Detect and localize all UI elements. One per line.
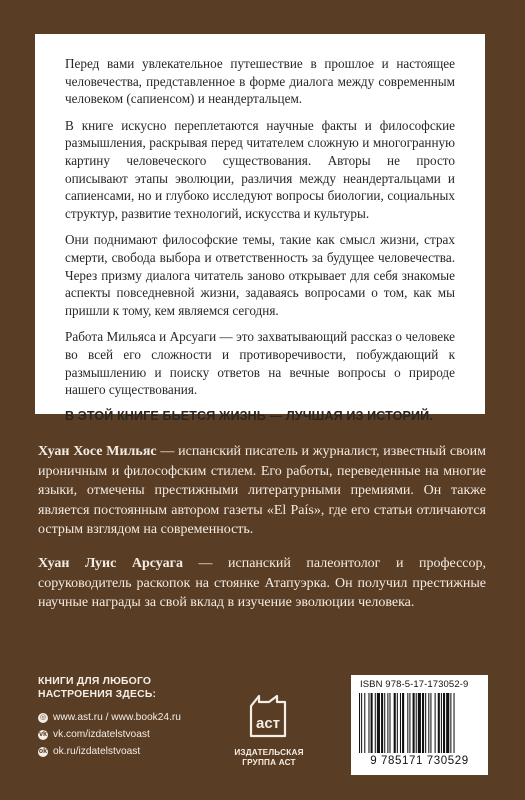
links-heading: КНИГИ ДЛЯ ЛЮБОГО НАСТРОЕНИЯ ЗДЕСЬ: xyxy=(38,676,157,700)
author-bio-2 xyxy=(38,554,486,613)
author-bio-1 xyxy=(38,442,486,540)
link-vk-text: vk.com/izdatelstvoast xyxy=(53,729,150,740)
description-panel xyxy=(35,34,485,423)
isbn-text: ISBN 978-5-17-173052-9 xyxy=(360,679,469,690)
link-ok[interactable] xyxy=(38,743,188,760)
author-name-1: Хуан Хосе Мильяс xyxy=(38,444,157,459)
author-bio-text-2: — испанский палеонтолог и профессор, соруководитель раскопок на стоянке Атапуэрка. Он получил престижные научные награды за свой вклад в изучение эволюции человека. xyxy=(38,555,487,611)
author-name-2: Хуан Луис Арсуага xyxy=(38,555,183,571)
vk-icon: vk xyxy=(39,731,47,738)
publisher-logo xyxy=(226,692,312,768)
link-website-text: www.ast.ru / www.book24.ru xyxy=(53,712,181,723)
description-paragraph-2: В книге искусно переплетаются научные факты и философские размышления, раскрывая перед читателем сложную и многогранную картину человеческого существования. Авторы не просто описывают этапы эволюции, различия между неандертальцами и сапиенсами, но и глубоко исследуют вопросы биологии, социальных структур, развитие технологий, искусства и культуры. xyxy=(65,117,455,221)
ast-logo-icon xyxy=(245,692,293,744)
authors-section xyxy=(38,442,486,627)
author-bio-text-1: — испанский писатель и журналист, известный своим ироничным и философским стилем. Его работы, переведенные на многие языки, отмечены престижными литературными премиями. Он также является постоянным автором газеты «El País», где его статьи отличаются острым взглядом на современность. xyxy=(38,444,486,538)
description-paragraph-4: Работа Мильяса и Арсуаги — это захватывающий рассказ о человеке во всей его сложности и противоречивости, побуждающий к размышлению и поиску ответов на вечные вопросы о природе нашего существования. xyxy=(65,329,455,398)
barcode-graphic xyxy=(359,693,480,755)
link-website[interactable] xyxy=(38,709,188,726)
logo-text: аст xyxy=(255,715,281,732)
publisher-caption-line1: ИЗДАТЕЛЬСКАЯ xyxy=(234,748,304,757)
globe-icon: ◎ xyxy=(39,714,47,721)
publisher-caption xyxy=(226,748,312,768)
link-ok-text: ok.ru/izdatelstvoast xyxy=(53,746,141,757)
publisher-links xyxy=(38,676,188,760)
link-vk[interactable] xyxy=(38,726,188,743)
barcode-panel xyxy=(351,675,488,775)
description-paragraph-3: Они поднимают философские темы, такие как смысл жизни, страх смерти, свобода выбора и ответственность за будущее человечества. Через призму диалога читатель заново открывает для себя знакомые аспекты повседневной жизни, задаваясь вопросами о том, как мы пришли к тому, кем являемся сегодня. xyxy=(65,232,455,318)
publisher-caption-line2: ГРУППА АСТ xyxy=(242,758,296,767)
tagline: В ЭТОЙ КНИГЕ БЬЕТСЯ ЖИЗНЬ — ЛУЧШАЯ ИЗ ИСТОРИЙ. xyxy=(65,408,433,423)
ok-icon: ok xyxy=(38,748,48,755)
barcode-digits: 9 785171 730529 xyxy=(370,755,469,767)
description-paragraph-1: Перед вами увлекательное путешествие в прошлое и настоящее человечества, представленное в форме диалога между современным человеком (сапиенсом) и неандертальцем. xyxy=(65,56,455,107)
